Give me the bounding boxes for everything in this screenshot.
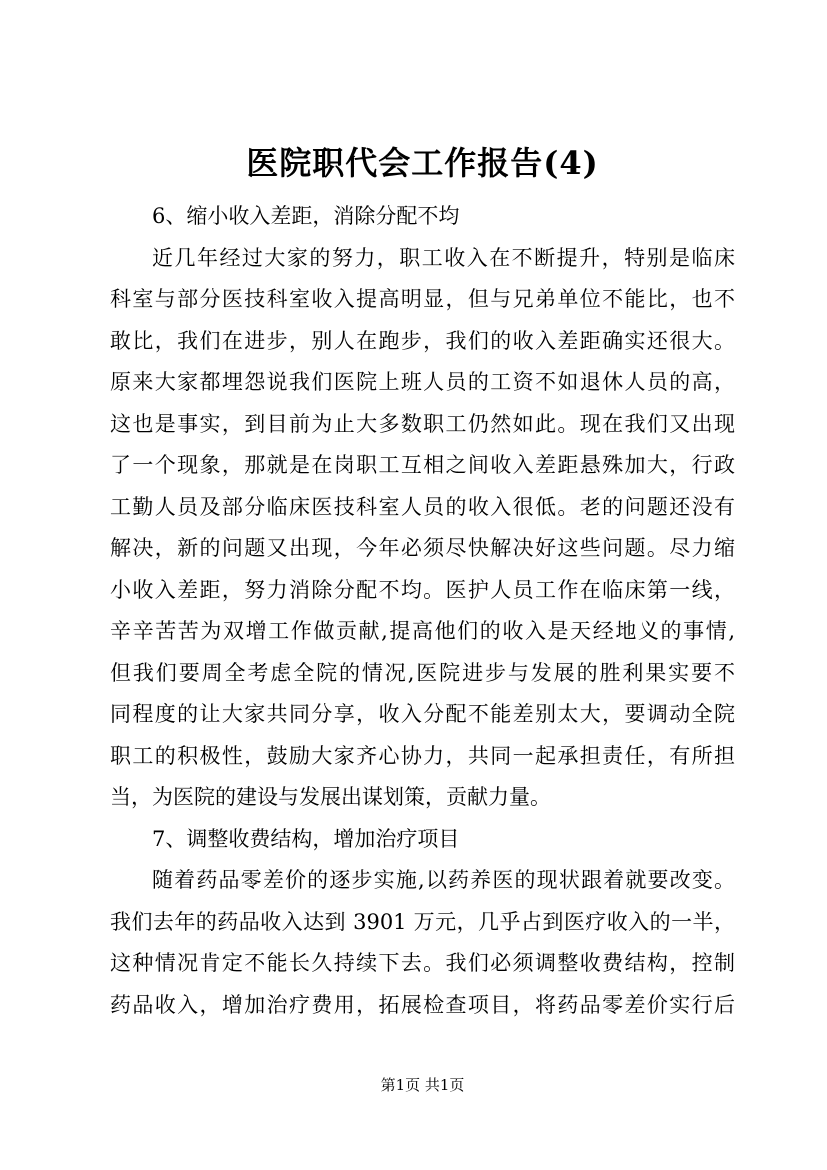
section-6-heading: 6、缩小收入差距，消除分配不均 (152, 204, 460, 228)
section-7-heading: 7、调整收费结构，增加治疗项目 (152, 826, 460, 851)
paragraph-line: 职工的积极性，鼓励大家齐心协力，共同一起承担责任，有所担 (110, 743, 735, 768)
paragraph-line: 敢比，我们在进步，别人在跑步，我们的收入差距确实还很大。 (110, 328, 735, 353)
paragraph-line: 但我们要周全考虑全院的情况,医院进步与发展的胜利果实要不 (110, 660, 735, 685)
paragraph-line: 科室与部分医技科室收入提高明显，但与兄弟单位不能比，也不 (110, 287, 735, 311)
page-footer: 第1页 共1页 (380, 1076, 465, 1094)
paragraph-line: 这也是事实，到目前为止大多数职工仍然如此。现在我们又出现 (110, 411, 735, 436)
paragraph-line: 小收入差距，努力消除分配不均。医护人员工作在临床第一线， (110, 577, 735, 602)
paragraph-line: 了一个现象，那就是在岗职工互相之间收入差距悬殊加大，行政 (110, 453, 735, 477)
paragraph-line: 同程度的让大家共同分享，收入分配不能差别太大，要调动全院 (110, 702, 735, 726)
paragraph-line: 辛辛苦苦为双增工作做贡献,提高他们的收入是天经地义的事情, (110, 619, 735, 643)
paragraph-line: 解决，新的问题又出现，今年必须尽快解决好这些问题。尽力缩 (110, 536, 735, 560)
paragraph-line: 工勤人员及部分临床医技科室人员的收入很低。老的问题还没有 (110, 494, 735, 519)
document-title: 医院职代会工作报告(4) (246, 144, 599, 182)
paragraph-line: 这种情况肯定不能长久持续下去。我们必须调整收费结构，控制 (110, 951, 735, 975)
paragraph-line: 随着药品零差价的逐步实施,以药养医的现状跟着就要改变。 (152, 868, 735, 892)
paragraph-line: 我们去年的药品收入达到 3901 万元，几乎占到医疗收入的一半， (110, 909, 735, 934)
paragraph-line: 原来大家都埋怨说我们医院上班人员的工资不如退休人员的高， (110, 370, 735, 394)
document-body (110, 196, 735, 1026)
paragraph-line: 当，为医院的建设与发展出谋划策，贡献力量。 (110, 785, 551, 809)
paragraph-line: 药品收入，增加治疗费用，拓展检查项目，将药品零差价实行后 (110, 992, 735, 1017)
paragraph-line: 近几年经过大家的努力，职工收入在不断提升，特别是临床 (152, 245, 735, 270)
